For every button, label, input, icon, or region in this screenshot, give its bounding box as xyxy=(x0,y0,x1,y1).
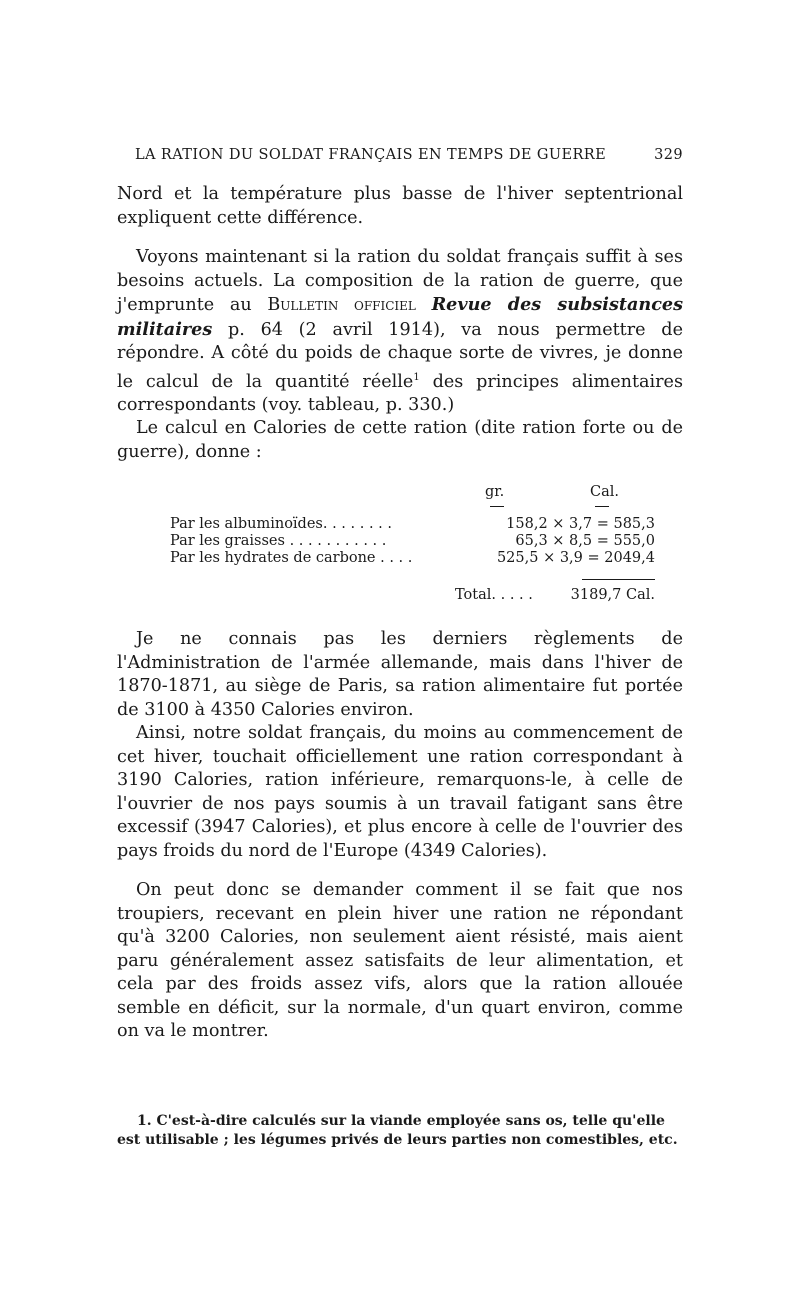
running-header xyxy=(135,147,683,163)
calc-row-graisses: Par les graisses . . . . . . . . . . . 65,3 × 8,5 = 555,0 xyxy=(170,533,655,549)
body-block-bottom xyxy=(117,628,683,1044)
paragraph-german-army: Je ne connais pas les derniers règlements de l'Administration de l'armée allemande, mais dans l'hiver de 1870-1871, au siège de Paris, sa ration alimentaire fut portée de 3100 à 4350 Calories environ. xyxy=(117,629,683,720)
dash-calories xyxy=(595,506,609,507)
col-grams-header: gr. xyxy=(485,484,505,500)
paragraph-french-soldier: Ainsi, notre soldat français, du moins au commencement de cet hiver, touchait officiellement une ration correspondant à 3190 Calories, ration inférieure, remarquons-le, à celle de l'ouvrier de nos pays soumis à un travail fatigant sans être excessif (3947 Calories), et plus encore à celle de l'ouvrier des pays froids du nord de l'Europe (4349 Calories). xyxy=(117,723,683,861)
calc-row-albuminoides: Par les albuminoïdes. . . . . . . . 158,2 × 3,7 = 585,3 xyxy=(170,516,655,532)
total-label: Total. . . . . xyxy=(455,587,533,603)
col-calories-header: Cal. xyxy=(590,484,619,500)
footnote-text: 1. C'est-à-dire calculés sur la viande employée sans os, telle qu'elle est utilisable ; les légumes privés de leurs parties non comestibles, etc. xyxy=(117,1113,678,1148)
body-block-top xyxy=(117,183,683,464)
paragraph-continued: Nord et la température plus basse de l'hiver septentrional expliquent cette différence. xyxy=(117,184,683,228)
header-dashes xyxy=(170,506,655,516)
calorie-calculation-table xyxy=(170,484,655,603)
running-title: LA RATION DU SOLDAT FRANÇAIS EN TEMPS DE GUERRE xyxy=(135,147,607,163)
total-value: 3189,7 Cal. xyxy=(570,587,655,603)
paragraph-calorie-calc: Le calcul en Calories de cette ration (dite ration forte ou de guerre), donne : xyxy=(117,418,683,462)
footnote-ref[interactable]: 1 xyxy=(413,371,420,383)
paragraph-ration-composition: Voyons maintenant si la ration du soldat français suffit à ses besoins actuels. La composition de la ration de guerre, que j'emprunte au Bulletin officiel Revue des subsistances militaires p. 64 (2 avril 1914), va nous permettre de répondre. A côté du poids de chaque sorte de vivres, je donne le calcul de la quantité réelle$^1$ des principes alimentaires correspondants (voy. tableau, p. 330.) xyxy=(117,247,683,415)
bulletin-officiel-label: Bulletin officiel xyxy=(267,295,416,315)
total-rule xyxy=(582,579,655,580)
calc-column-headers xyxy=(170,484,655,506)
footnote xyxy=(117,1112,683,1150)
paragraph-troops-question: On peut donc se demander comment il se fait que nos troupiers, recevant en plein hiver une ration ne répondant qu'à 3200 Calories, non seulement aient résisté, mais aient paru généralement assez satisfaits de leur alimentation, et cela par des froids assez vifs, alors que la ration allouée semble en déficit, sur la normale, d'un quart environ, comme on va le montrer. xyxy=(117,880,683,1041)
page-number: 329 xyxy=(654,147,683,163)
dash-grams xyxy=(490,506,504,507)
revue-title: Revue des subsistances militaires xyxy=(117,294,683,340)
calc-row-hydrates: Par les hydrates de carbone . . . . 525,5 × 3,9 = 2049,4 xyxy=(170,550,655,566)
